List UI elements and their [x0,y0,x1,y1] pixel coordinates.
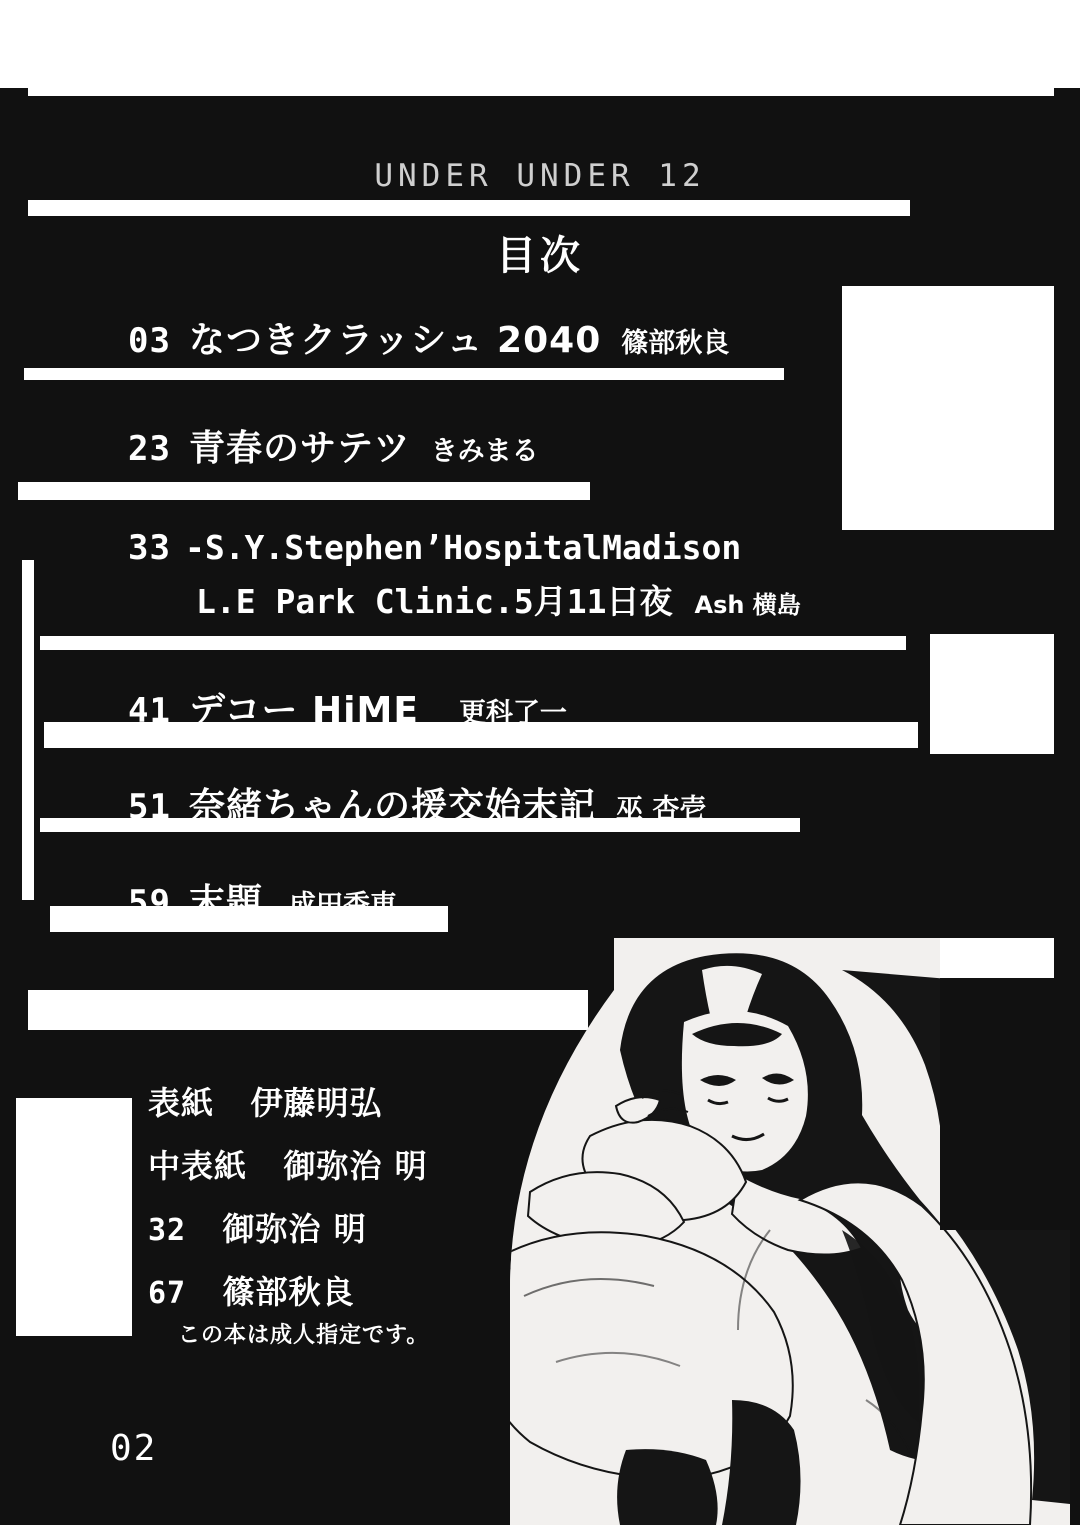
toc-title: 末題 [188,882,263,923]
decor-rect [24,368,784,380]
toc-author: きみまる [430,436,539,467]
credit-name: 篠部秋良 [222,1273,355,1311]
toc-author: 更科了一 [458,698,567,729]
credit-name: 御弥治 明 [222,1210,367,1248]
credit-label: 32 [148,1213,187,1248]
toc-entry[interactable] [128,778,706,829]
toc-title-line2: L.E Park Clinic.5月11日夜 [196,582,673,621]
credit-line [148,1141,428,1187]
top-white-margin [0,0,1080,88]
toc-page-number: 23 [128,429,171,469]
credit-name: 伊藤明弘 [250,1084,383,1122]
toc-title: なつきクラッシュ 2040 [188,320,602,361]
toc-title: 奈緒ちゃんの援交始末記 [188,786,596,827]
toc-title: デコー HiME [188,690,419,731]
decor-rect [842,286,1054,530]
credit-line [148,1078,428,1124]
toc-page-number: 51 [128,787,171,827]
illustration-artwork [470,930,1080,1525]
toc-title: -S.Y.Stephen’HospitalMadison [184,528,742,567]
page-title: 目次 [496,233,584,279]
credit-label: 67 [148,1276,187,1311]
toc-page-number: 59 [128,883,171,923]
toc-entry[interactable] [128,420,539,471]
credits-block [148,1078,428,1330]
toc-author: 篠部秋良 [621,328,730,359]
toc-author: Ash 横島 [694,591,801,619]
decor-rect [930,634,1054,754]
toc-page-number: 41 [128,691,171,731]
credit-label: 中表紙 [148,1147,248,1185]
credit-label: 表紙 [148,1084,215,1122]
decor-rect [18,482,590,500]
credit-name: 御弥治 明 [283,1147,428,1185]
decor-rect [28,88,1054,96]
toc-page-number: 03 [128,321,171,361]
folio-page-number: 02 [110,1428,158,1469]
publication-title: UNDER UNDER 12 [374,158,706,194]
toc-entry[interactable] [128,874,397,925]
toc-author: 巫 杏壱 [615,794,707,825]
decor-rect [22,560,34,900]
toc-page-number: 33 [128,528,171,568]
toc-entry[interactable] [128,312,729,363]
illustration [470,930,1080,1525]
toc-title: 青春のサテツ [188,428,411,469]
adult-notice: この本は成人指定です。 [178,1323,430,1348]
decor-rect [28,200,910,216]
toc-entry[interactable] [128,528,801,621]
toc-title-line2-row [196,576,801,623]
toc-author: 成田香車 [288,890,397,921]
decor-rect [40,636,906,650]
toc-entry[interactable] [128,682,567,733]
decor-rect [16,1098,132,1336]
credit-line [148,1204,428,1250]
credit-line [148,1267,428,1313]
